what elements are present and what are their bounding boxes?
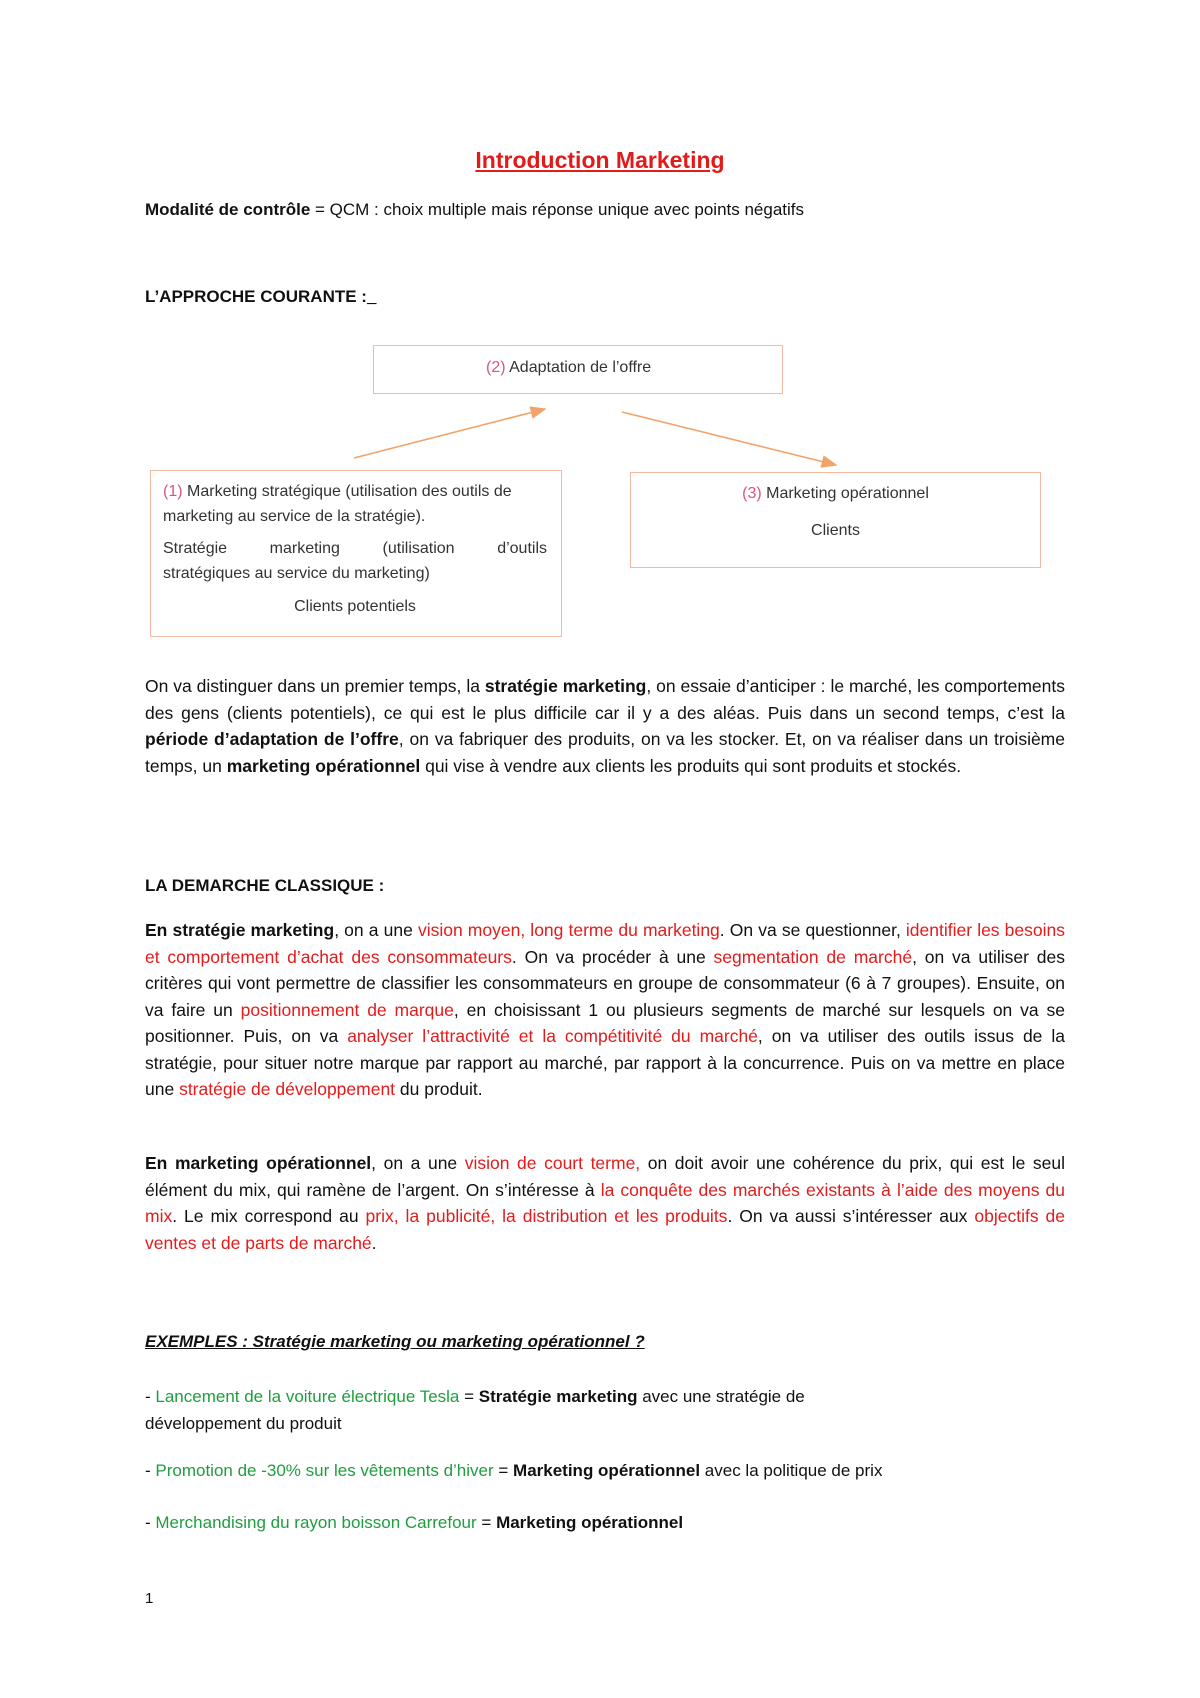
strategie-red-2: identifier les besoins et comportement d’achat des consommateurs <box>145 920 1065 967</box>
box3-number: (3) <box>742 485 762 502</box>
example-3-dash: - <box>145 1513 156 1532</box>
intro-text-3: , on va fabriquer des produits, on va les stocker. Et, on va réaliser dans un troisième temps, un <box>145 729 1065 776</box>
operationnel-red-4: objectifs de ventes et de parts de marché <box>145 1206 1066 1253</box>
box3-label: Marketing opérationnel <box>761 485 929 502</box>
page-number: 1 <box>145 1590 154 1607</box>
box1-line3: Stratégie marketing (utilisation d’outils <box>163 540 547 557</box>
box2-number: (2) <box>486 359 506 376</box>
strategie-text-4: , on va utiliser des critères qui vont permettre de classifier les consommateurs en groupe de consommateur (6 à 7 groupes). Ensuite, on va faire un <box>145 946 1065 1020</box>
operationnel-text-3: . Le mix correspond au <box>172 1206 366 1226</box>
intro-text-4: qui vise à vendre aux clients les produits qui sont produits et stockés. <box>420 755 962 776</box>
strategie-text-5: , en choisissant 1 ou plusieurs segments de marché sur lesquels on va se positionner. Puis, on va <box>145 999 1066 1046</box>
arrow-to-operationnel <box>622 412 836 465</box>
operationnel-text-1: , on a une <box>371 1153 465 1173</box>
operationnel-text-2: on doit avoir une cohérence du prix, qui est le seul élément du mix, qui ramène de l’argent. On s’intéresse à <box>145 1153 1065 1200</box>
box2-label: Adaptation de l’offre <box>505 359 652 376</box>
strategie-red-6: stratégie de développement <box>179 1079 396 1099</box>
example-1-label: Lancement de la voiture électrique Tesla <box>155 1387 460 1406</box>
modalite-label: Modalité de contrôle <box>145 200 311 219</box>
strategie-bold: En stratégie marketing <box>145 920 335 940</box>
intro-bold-strategie: stratégie marketing <box>484 676 647 696</box>
strategie-red-1: vision moyen, long terme du marketing <box>417 920 720 940</box>
example-2-equals: = <box>493 1461 514 1480</box>
intro-text-2: , on essaie d’anticiper : le marché, les comportements des gens (clients potentiels), ce qui est le plus difficile car il y a des aléas. Puis dans un second temps, c’est la <box>145 676 1065 723</box>
example-1-detail: avec une stratégie de <box>637 1387 805 1406</box>
example-1-dash: - <box>145 1387 156 1406</box>
example-1 <box>145 1383 805 1437</box>
operationnel-text-4: . On va aussi s’intéresser aux <box>727 1206 975 1226</box>
example-3-equals: = <box>476 1513 497 1532</box>
intro-paragraph <box>145 673 1065 779</box>
approche-heading-text: L’APPROCHE COURANTE : <box>145 287 367 306</box>
example-2-detail: avec la politique de prix <box>700 1461 883 1480</box>
box1-footer: Clients potentiels <box>294 598 416 615</box>
example-3-answer: Marketing opérationnel <box>496 1513 684 1532</box>
strategie-paragraph <box>145 917 1065 1103</box>
strategie-red-4: positionnement de marque <box>240 999 454 1020</box>
arrow-to-adaptation <box>354 409 545 458</box>
example-2-dash: - <box>145 1461 156 1480</box>
example-2-answer: Marketing opérationnel <box>513 1461 701 1480</box>
operationnel-text-5: . <box>371 1232 377 1253</box>
example-3-label: Merchandising du rayon boisson Carrefour <box>155 1513 477 1532</box>
operationnel-red-2: la conquête des marchés existants à l’aide des moyens du mix <box>145 1179 1065 1226</box>
example-1-equals: = <box>459 1387 479 1406</box>
strategie-text-3: . On va procéder à une <box>511 946 714 967</box>
operationnel-red-1: vision de court terme, <box>464 1153 641 1173</box>
strategie-text-6: , on va utiliser des outils issus de la stratégie, pour situer notre marque par rapport au marché, par rapport à la concurrence. Puis on va mettre en place une <box>145 1026 1065 1099</box>
exemples-heading: EXEMPLES : Stratégie marketing ou marketing opérationnel ? <box>145 1332 645 1351</box>
example-1-answer: Stratégie marketing <box>478 1387 638 1406</box>
intro-bold-operationnel: marketing opérationnel <box>226 755 421 776</box>
example-2-label: Promotion de -30% sur les vêtements d’hiver <box>155 1461 494 1480</box>
box1-line4: stratégiques au service du marketing) <box>163 565 430 582</box>
intro-bold-adaptation: période d’adaptation de l’offre <box>145 729 399 749</box>
box3-footer: Clients <box>811 522 860 539</box>
strategie-text-7: du produit. <box>395 1079 483 1099</box>
strategie-red-5: analyser l’attractivité et la compétitivité du marché <box>347 1026 758 1046</box>
operationnel-red-3: prix, la publicité, la distribution et les produits <box>365 1206 728 1226</box>
approche-underscore: _ <box>366 287 377 306</box>
demarche-heading: LA DEMARCHE CLASSIQUE : <box>145 876 385 895</box>
box-marketing-strategique <box>150 470 562 637</box>
operationnel-paragraph <box>145 1150 1065 1256</box>
example-3 <box>145 1513 683 1533</box>
intro-text-1: On va distinguer dans un premier temps, la <box>145 676 485 696</box>
box-marketing-operationnel <box>630 472 1041 568</box>
strategie-text-2: . On va se questionner, <box>719 920 906 940</box>
example-2 <box>145 1461 882 1481</box>
example-1-detail-2: développement du produit <box>145 1414 342 1433</box>
box1-line2: marketing au service de la stratégie). <box>163 508 426 525</box>
strategie-red-3: segmentation de marché <box>713 946 913 967</box>
strategie-text-1: , on a une <box>334 920 418 940</box>
box1-line1: Marketing stratégique (utilisation des outils de <box>182 483 512 500</box>
page-title: Introduction Marketing <box>475 147 725 173</box>
box1-number: (1) <box>163 483 183 500</box>
modalite-text: = QCM : choix multiple mais réponse unique avec points négatifs <box>310 200 805 219</box>
operationnel-bold: En marketing opérationnel <box>145 1153 372 1173</box>
